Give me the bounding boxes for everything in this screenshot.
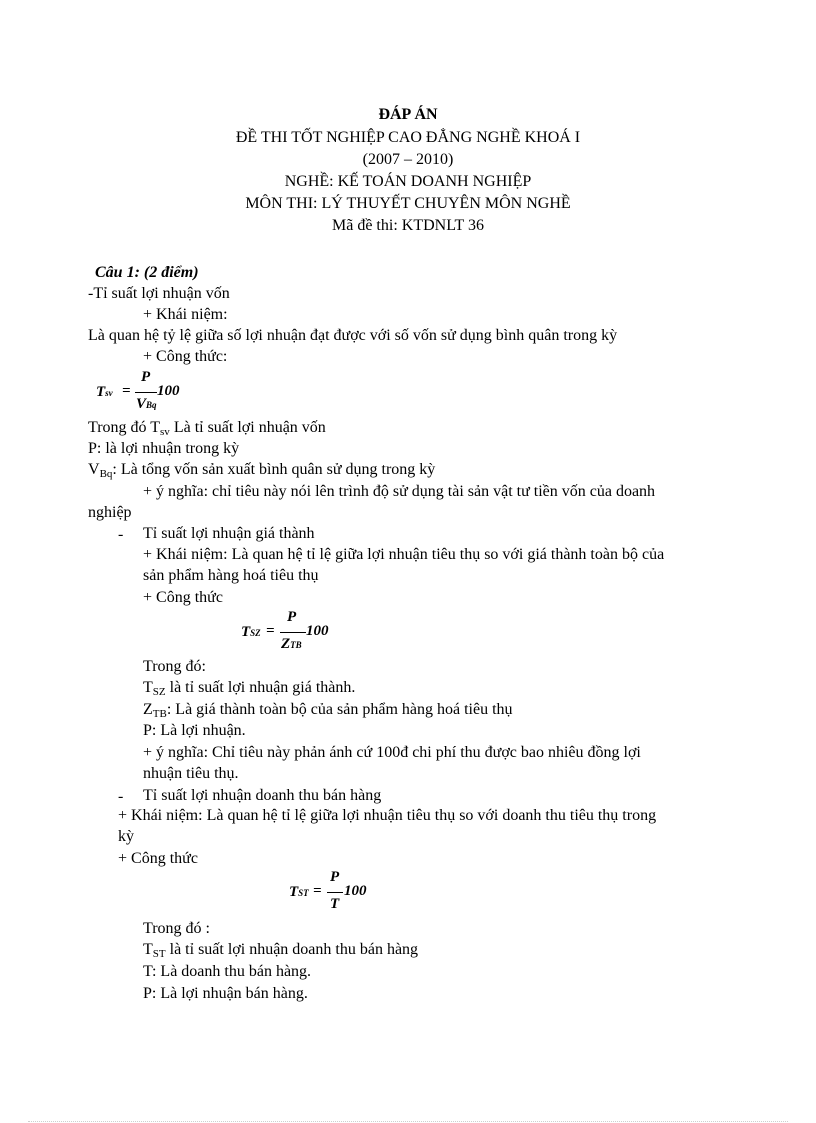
profession: NGHỀ: KẾ TOÁN DOANH NGHIỆP xyxy=(284,173,532,190)
bullet: - xyxy=(118,788,124,805)
section-heading: Tỉ suất lợi nhuận giá thành xyxy=(143,525,315,542)
page-bottom-divider xyxy=(28,1121,788,1122)
concept-label: + Khái niệm: xyxy=(143,306,228,323)
v-definition: $V_{Bq}$: Là tổng vốn sản xuất bình quân sử dụng trong kỳ xyxy=(88,461,436,480)
subject: MÔN THI: LÝ THUYẾT CHUYÊN MÔN NGHỀ xyxy=(245,195,571,212)
section-heading: -Tỉ suất lợi nhuận vốn xyxy=(88,285,230,302)
formula-label: + Công thức xyxy=(143,589,223,606)
formula-label: + Công thức xyxy=(118,850,198,867)
p-definition: P: Là lợi nhuận. xyxy=(143,722,246,739)
concept-text: + Khái niệm: Là quan hệ tỉ lệ giữa lợi nhuận tiêu thụ so với giá thành toàn bộ của xyxy=(143,546,665,563)
exam-code: Mã đề thi: KTDNLT 36 xyxy=(332,217,484,234)
answer-key-title: ĐÁP ÁN xyxy=(378,106,438,123)
where-label: Trong đó : xyxy=(143,920,210,937)
formula-label: + Công thức: xyxy=(143,348,228,365)
where-label: Trong đó: xyxy=(143,658,206,675)
t-definition: $T_{ST}$ là tỉ suất lợi nhuận doanh thu bán hàng xyxy=(143,941,419,960)
bullet: - xyxy=(118,526,124,543)
meaning-text: + ý nghĩa: chỉ tiêu này nói lên trình độ sử dụng tài sản vật tư tiền vốn của doanh xyxy=(143,483,656,500)
exam-years: (2007 – 2010) xyxy=(362,151,454,168)
meaning-text-cont: nhuận tiêu thụ. xyxy=(143,765,239,782)
section-heading: Tỉ suất lợi nhuận doanh thu bán hàng xyxy=(143,787,382,804)
exam-title: ĐỀ THI TỐT NGHIỆP CAO ĐẲNG NGHỀ KHOÁ I xyxy=(235,129,581,146)
meaning-text: + ý nghĩa: Chỉ tiêu này phản ánh cứ 100đ chi phí thu được bao nhiêu đồng lợi xyxy=(143,744,641,761)
revenue-definition: T: Là doanh thu bán hàng. xyxy=(143,963,312,980)
meaning-text-cont: nghiệp xyxy=(88,504,132,521)
p-definition: P: là lợi nhuận trong kỳ xyxy=(88,440,240,457)
concept-text: Là quan hệ tỷ lệ giữa số lợi nhuận đạt được với số vốn sử dụng bình quân trong kỳ xyxy=(88,327,618,344)
concept-text: + Khái niệm: Là quan hệ tỉ lệ giữa lợi nhuận tiêu thụ so với doanh thu tiêu thụ trong xyxy=(118,807,657,824)
question-title: Câu 1: (2 điểm) xyxy=(95,264,199,281)
concept-text-cont: kỳ xyxy=(118,828,134,845)
p-definition: P: Là lợi nhuận bán hàng. xyxy=(143,985,308,1002)
where-definition: Trong đó $T_{sv}$ Là tỉ suất lợi nhuận vốn xyxy=(88,419,326,438)
z-definition: $Z_{TB}$: Là giá thành toàn bộ của sản phẩm hàng hoá tiêu thụ xyxy=(143,701,513,720)
t-definition: $T_{SZ}$ là tỉ suất lợi nhuận giá thành. xyxy=(143,679,356,698)
concept-text-cont: sản phẩm hàng hoá tiêu thụ xyxy=(143,567,319,584)
